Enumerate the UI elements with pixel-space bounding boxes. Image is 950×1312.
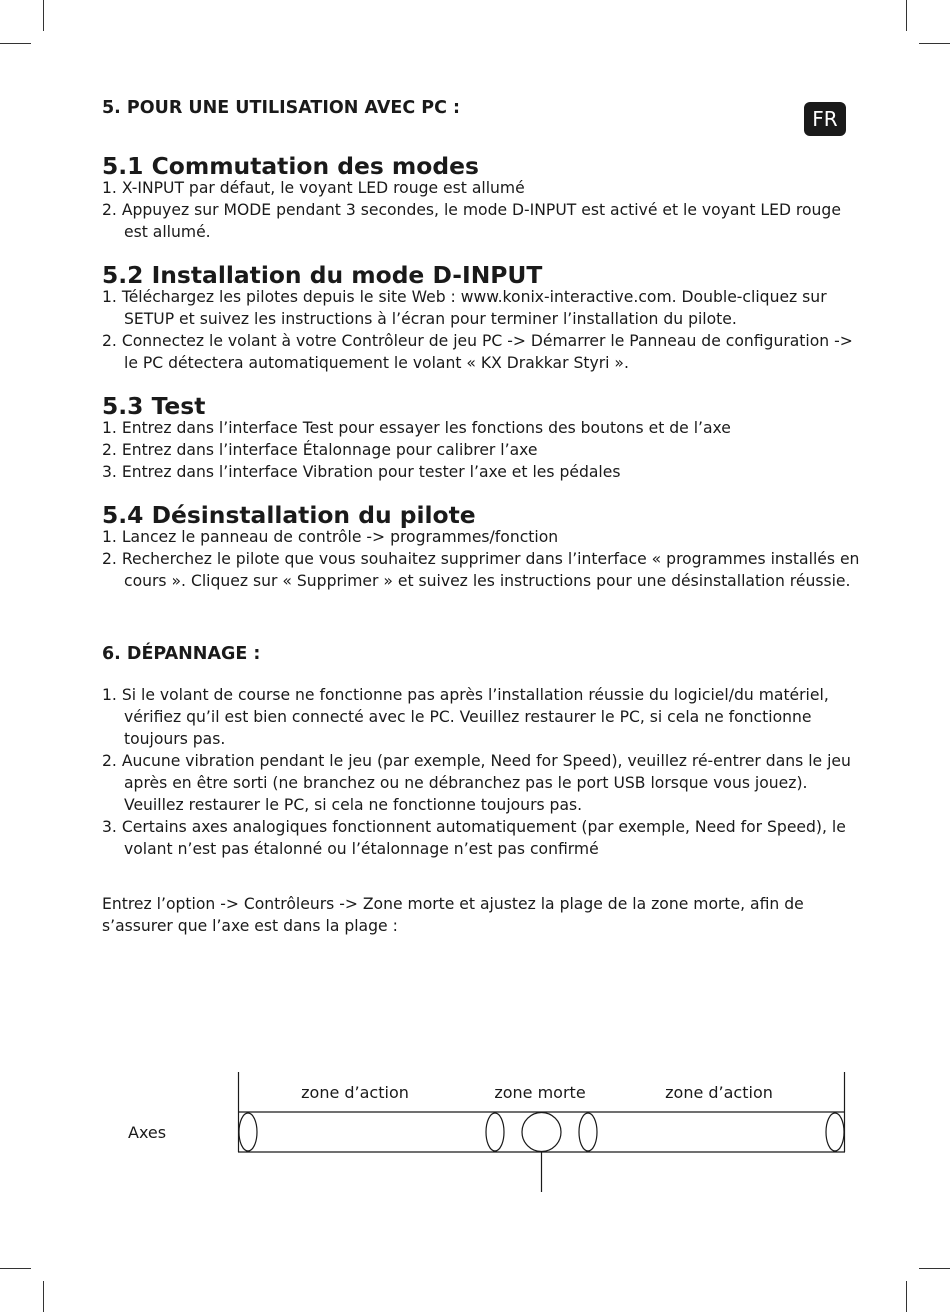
- list-item: 1. Entrez dans l’interface Test pour essayer les fonctions des boutons et de l’axe: [102, 419, 731, 437]
- diagram-zone-center-label: zone morte: [494, 1083, 586, 1102]
- diagram-zone-left-label: zone d’action: [301, 1083, 409, 1102]
- crop-mark: [0, 1268, 31, 1269]
- diagram-axis-label: Axes: [128, 1123, 167, 1142]
- deadzone-paragraph: Entrez l’option -> Contrôleurs -> Zone morte et ajustez la plage de la zone morte, afin de s’assurer que l’axe est dans la plage :: [102, 895, 804, 935]
- crop-mark: [919, 1268, 950, 1269]
- list-item: 2. Entrez dans l’interface Étalonnage pour calibrer l’axe: [102, 441, 538, 459]
- crop-mark: [0, 43, 31, 44]
- diagram-center-knob: [522, 1113, 561, 1152]
- list-item: 2. Connectez le volant à votre Contrôleur de jeu PC -> Démarrer le Panneau de configuration -> le PC détectera automatiquement le volant « KX Drakkar Styri ».: [102, 332, 853, 372]
- diagram-deadzone-left-edge: [486, 1113, 504, 1151]
- list-item: 2. Appuyez sur MODE pendant 3 secondes, le mode D-INPUT est activé et le voyant LED rouge est allumé.: [102, 201, 841, 241]
- section-5-1-list: [102, 177, 862, 243]
- diagram-right-cap: [826, 1113, 844, 1151]
- section-5-3-list: [102, 417, 862, 483]
- section-5-2-title: 5.2 Installation du mode D-INPUT: [102, 261, 543, 289]
- section-troubleshooting-title: 6. DÉPANNAGE :: [102, 644, 261, 664]
- section-5-1-title: 5.1 Commutation des modes: [102, 152, 479, 180]
- crop-mark: [43, 0, 44, 31]
- list-item: 1. Lancez le panneau de contrôle -> programmes/fonction: [102, 528, 559, 546]
- list-item: 3. Entrez dans l’interface Vibration pour tester l’axe et les pédales: [102, 463, 621, 481]
- diagram-deadzone-right-edge: [579, 1113, 597, 1151]
- list-item: 1. Si le volant de course ne fonctionne pas après l’installation réussie du logiciel/du matériel, vérifiez qu’il est bien connecté avec le PC. Veuillez restaurer le PC, si cela ne fonctionne toujours pas.: [102, 686, 829, 748]
- manual-content: [102, 96, 862, 937]
- diagram-left-cap: [239, 1113, 257, 1151]
- diagram-zone-right-label: zone d’action: [665, 1083, 773, 1102]
- section-pc-title: 5. POUR UNE UTILISATION AVEC PC :: [102, 98, 461, 118]
- crop-mark: [919, 43, 950, 44]
- list-item: 1. Téléchargez les pilotes depuis le site Web : www.konix-interactive.com. Double-cliquez sur SETUP et suivez les instructions à l’écran pour terminer l’installation du pilote.: [102, 288, 827, 328]
- crop-mark: [43, 1281, 44, 1312]
- list-item: 2. Aucune vibration pendant le jeu (par exemple, Need for Speed), veuillez ré-entrer dans le jeu après en être sorti (ne branchez ou ne débranchez pas le port USB lorsque vous jouez). Veuillez restaurer le PC, si cela ne fonctionne toujours pas.: [102, 752, 851, 814]
- list-item: 3. Certains axes analogiques fonctionnent automatiquement (par exemple, Need for Speed), le volant n’est pas étalonné ou l’étalonnage n’est pas confirmé: [102, 818, 846, 858]
- section-5-4-list: [102, 526, 862, 592]
- troubleshooting-list: [102, 684, 862, 860]
- deadzone-diagram: [0, 1060, 950, 1200]
- section-5-2-list: [102, 286, 862, 374]
- section-5-4-title: 5.4 Désinstallation du pilote: [102, 501, 476, 529]
- crop-mark: [906, 1281, 907, 1312]
- section-5-3-title: 5.3 Test: [102, 392, 206, 420]
- language-badge: FR: [804, 102, 846, 136]
- list-item: 2. Recherchez le pilote que vous souhaitez supprimer dans l’interface « programmes installés en cours ». Cliquez sur « Supprimer » et suivez les instructions pour une désinstallation réussie.: [102, 550, 860, 590]
- crop-mark: [906, 0, 907, 31]
- list-item: 1. X-INPUT par défaut, le voyant LED rouge est allumé: [102, 179, 525, 197]
